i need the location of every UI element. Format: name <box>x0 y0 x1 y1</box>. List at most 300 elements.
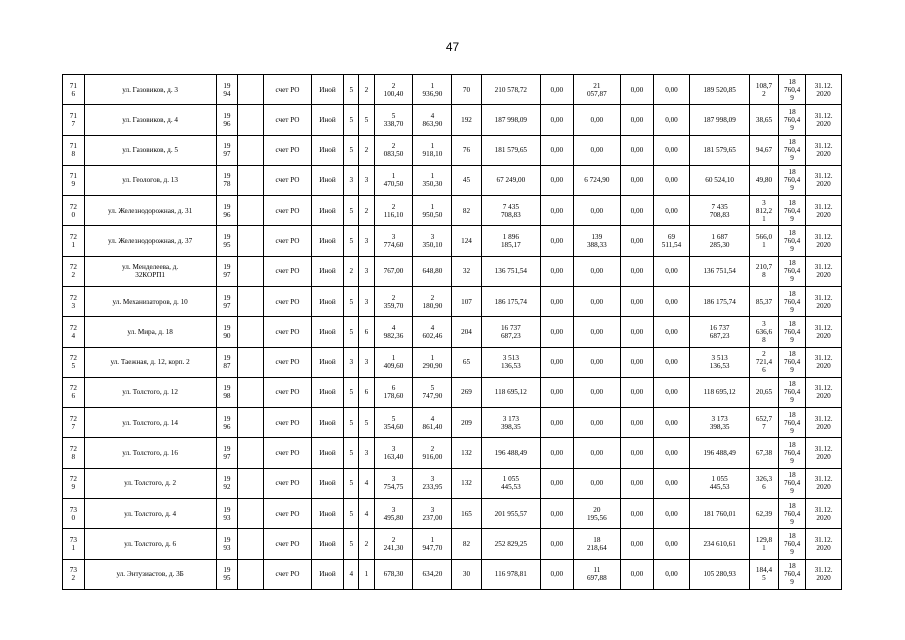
cell-row-number: 72 4 <box>63 317 85 347</box>
cell-entrances: 4 <box>359 498 374 528</box>
cell-account-type: счет РО <box>264 438 312 468</box>
cell-other-funds: 181 760,01 <box>690 498 750 528</box>
cell-living-area: 2 180,90 <box>413 286 452 316</box>
cell-other-funds: 16 737 687,23 <box>690 317 750 347</box>
cell-regional-funds: 139 388,33 <box>573 226 621 256</box>
cell-account-type: счет РО <box>264 256 312 286</box>
cell-year-built: 19 95 <box>216 559 238 590</box>
cell-completion-date: 31.12. 2020 <box>806 196 842 226</box>
cell-completion-date: 31.12. 2020 <box>806 559 842 590</box>
table-row <box>63 559 842 590</box>
cell-year-built: 19 96 <box>216 408 238 438</box>
cell-floors: 3 <box>344 165 359 195</box>
cell-federal-funds: 0,00 <box>541 377 573 407</box>
cell-address: ул. Механизаторов, д. 10 <box>84 286 216 316</box>
cell-year-built: 19 94 <box>216 75 238 105</box>
table-row <box>63 347 842 377</box>
cell-blank <box>238 256 264 286</box>
cell-entrances: 3 <box>359 347 374 377</box>
cell-address: ул. Железнодорожная, д. 31 <box>84 196 216 226</box>
cell-completion-date: 31.12. 2020 <box>806 165 842 195</box>
cell-completion-date: 31.12. 2020 <box>806 286 842 316</box>
cell-total-cost: 16 737 687,23 <box>481 317 541 347</box>
cell-entrances: 1 <box>359 559 374 590</box>
cell-owner-funds: 0,00 <box>653 256 690 286</box>
cell-blank <box>238 286 264 316</box>
cell-federal-funds: 0,00 <box>541 226 573 256</box>
cell-total-cost: 1 896 185,17 <box>481 226 541 256</box>
cell-entrances: 6 <box>359 377 374 407</box>
cell-federal-funds: 0,00 <box>541 75 573 105</box>
table-row <box>63 377 842 407</box>
cell-max-cost-per-sqm: 18 760,4 9 <box>779 286 806 316</box>
cell-max-cost-per-sqm: 18 760,4 9 <box>779 226 806 256</box>
cell-address: ул. Газовиков, д. 5 <box>84 135 216 165</box>
cell-cost-per-sqm: 652,7 7 <box>749 408 778 438</box>
cell-max-cost-per-sqm: 18 760,4 9 <box>779 408 806 438</box>
cell-residents: 65 <box>452 347 481 377</box>
cell-cost-per-sqm: 20,65 <box>749 377 778 407</box>
cell-entrances: 3 <box>359 438 374 468</box>
cell-row-number: 72 9 <box>63 468 85 498</box>
cell-total-area: 3 495,80 <box>374 498 413 528</box>
cell-total-area: 3 774,60 <box>374 226 413 256</box>
cell-row-number: 71 9 <box>63 165 85 195</box>
cell-blank <box>238 347 264 377</box>
cell-max-cost-per-sqm: 18 760,4 9 <box>779 498 806 528</box>
cell-max-cost-per-sqm: 18 760,4 9 <box>779 165 806 195</box>
cell-total-area: 3 163,40 <box>374 438 413 468</box>
cell-address: ул. Мира, д. 18 <box>84 317 216 347</box>
cell-living-area: 3 237,00 <box>413 498 452 528</box>
cell-owner-funds: 0,00 <box>653 559 690 590</box>
cell-max-cost-per-sqm: 18 760,4 9 <box>779 438 806 468</box>
cell-fund-type: Иной <box>311 559 343 590</box>
cell-floors: 3 <box>344 347 359 377</box>
cell-max-cost-per-sqm: 18 760,4 9 <box>779 317 806 347</box>
table-row <box>63 165 842 195</box>
cell-max-cost-per-sqm: 18 760,4 9 <box>779 135 806 165</box>
cell-other-funds: 118 695,12 <box>690 377 750 407</box>
table-row <box>63 135 842 165</box>
cell-regional-funds: 0,00 <box>573 438 621 468</box>
cell-owner-funds: 0,00 <box>653 105 690 135</box>
cell-account-type: счет РО <box>264 529 312 559</box>
cell-account-type: счет РО <box>264 105 312 135</box>
cell-fund-type: Иной <box>311 196 343 226</box>
cell-owner-funds: 0,00 <box>653 317 690 347</box>
cell-row-number: 72 3 <box>63 286 85 316</box>
cell-living-area: 1 936,90 <box>413 75 452 105</box>
cell-owner-funds: 0,00 <box>653 377 690 407</box>
housing-register-table <box>62 74 842 590</box>
cell-municipal-funds: 0,00 <box>621 317 653 347</box>
cell-max-cost-per-sqm: 18 760,4 9 <box>779 105 806 135</box>
cell-total-cost: 67 249,00 <box>481 165 541 195</box>
table-row <box>63 196 842 226</box>
cell-residents: 209 <box>452 408 481 438</box>
cell-federal-funds: 0,00 <box>541 468 573 498</box>
cell-regional-funds: 0,00 <box>573 196 621 226</box>
cell-floors: 5 <box>344 75 359 105</box>
cell-address: ул. Менделеева, д. 32КОРП1 <box>84 256 216 286</box>
cell-total-area: 5 354,60 <box>374 408 413 438</box>
cell-federal-funds: 0,00 <box>541 165 573 195</box>
cell-fund-type: Иной <box>311 105 343 135</box>
cell-total-cost: 1 055 445,53 <box>481 468 541 498</box>
cell-fund-type: Иной <box>311 347 343 377</box>
cell-blank <box>238 498 264 528</box>
cell-total-area: 2 083,50 <box>374 135 413 165</box>
cell-row-number: 72 5 <box>63 347 85 377</box>
cell-cost-per-sqm: 129,8 1 <box>749 529 778 559</box>
cell-entrances: 2 <box>359 529 374 559</box>
cell-total-area: 2 100,40 <box>374 75 413 105</box>
cell-address: ул. Газовиков, д. 4 <box>84 105 216 135</box>
cell-year-built: 19 95 <box>216 226 238 256</box>
cell-fund-type: Иной <box>311 377 343 407</box>
cell-regional-funds: 0,00 <box>573 105 621 135</box>
cell-owner-funds: 0,00 <box>653 75 690 105</box>
cell-owner-funds: 0,00 <box>653 286 690 316</box>
cell-year-built: 19 92 <box>216 468 238 498</box>
cell-municipal-funds: 0,00 <box>621 165 653 195</box>
table-row <box>63 498 842 528</box>
cell-completion-date: 31.12. 2020 <box>806 468 842 498</box>
table-row <box>63 286 842 316</box>
cell-total-area: 2 359,70 <box>374 286 413 316</box>
cell-other-funds: 186 175,74 <box>690 286 750 316</box>
cell-living-area: 4 863,90 <box>413 105 452 135</box>
cell-regional-funds: 0,00 <box>573 468 621 498</box>
cell-entrances: 3 <box>359 165 374 195</box>
cell-total-area: 4 982,36 <box>374 317 413 347</box>
cell-year-built: 19 96 <box>216 196 238 226</box>
cell-cost-per-sqm: 108,7 2 <box>749 75 778 105</box>
cell-address: ул. Толстого, д. 16 <box>84 438 216 468</box>
cell-federal-funds: 0,00 <box>541 317 573 347</box>
cell-total-cost: 7 435 708,83 <box>481 196 541 226</box>
cell-blank <box>238 226 264 256</box>
cell-account-type: счет РО <box>264 165 312 195</box>
cell-blank <box>238 438 264 468</box>
cell-living-area: 5 747,90 <box>413 377 452 407</box>
cell-total-cost: 210 578,72 <box>481 75 541 105</box>
cell-total-cost: 201 955,57 <box>481 498 541 528</box>
table-row <box>63 226 842 256</box>
cell-entrances: 5 <box>359 105 374 135</box>
cell-fund-type: Иной <box>311 75 343 105</box>
cell-municipal-funds: 0,00 <box>621 498 653 528</box>
cell-floors: 5 <box>344 226 359 256</box>
cell-row-number: 72 1 <box>63 226 85 256</box>
cell-other-funds: 187 998,09 <box>690 105 750 135</box>
cell-living-area: 3 350,10 <box>413 226 452 256</box>
cell-federal-funds: 0,00 <box>541 438 573 468</box>
cell-row-number: 72 7 <box>63 408 85 438</box>
cell-residents: 107 <box>452 286 481 316</box>
cell-year-built: 19 90 <box>216 317 238 347</box>
cell-blank <box>238 317 264 347</box>
cell-address: ул. Толстого, д. 14 <box>84 408 216 438</box>
page-number: 47 <box>445 40 460 54</box>
cell-cost-per-sqm: 566,0 1 <box>749 226 778 256</box>
cell-account-type: счет РО <box>264 408 312 438</box>
cell-other-funds: 3 513 136,53 <box>690 347 750 377</box>
cell-other-funds: 136 751,54 <box>690 256 750 286</box>
cell-living-area: 634,20 <box>413 559 452 590</box>
cell-floors: 5 <box>344 196 359 226</box>
cell-regional-funds: 0,00 <box>573 256 621 286</box>
cell-total-cost: 136 751,54 <box>481 256 541 286</box>
cell-residents: 82 <box>452 529 481 559</box>
cell-municipal-funds: 0,00 <box>621 377 653 407</box>
cell-completion-date: 31.12. 2020 <box>806 256 842 286</box>
cell-max-cost-per-sqm: 18 760,4 9 <box>779 468 806 498</box>
cell-regional-funds: 11 697,88 <box>573 559 621 590</box>
cell-regional-funds: 0,00 <box>573 135 621 165</box>
cell-year-built: 19 93 <box>216 498 238 528</box>
cell-total-cost: 3 513 136,53 <box>481 347 541 377</box>
cell-entrances: 2 <box>359 135 374 165</box>
table-row <box>63 317 842 347</box>
cell-total-area: 6 178,60 <box>374 377 413 407</box>
cell-completion-date: 31.12. 2020 <box>806 498 842 528</box>
cell-total-area: 678,30 <box>374 559 413 590</box>
cell-residents: 45 <box>452 165 481 195</box>
cell-federal-funds: 0,00 <box>541 286 573 316</box>
cell-entrances: 4 <box>359 468 374 498</box>
cell-fund-type: Иной <box>311 529 343 559</box>
cell-address: ул. Толстого, д. 4 <box>84 498 216 528</box>
cell-total-cost: 252 829,25 <box>481 529 541 559</box>
cell-living-area: 4 602,46 <box>413 317 452 347</box>
cell-floors: 5 <box>344 135 359 165</box>
cell-address: ул. Толстого, д. 12 <box>84 377 216 407</box>
cell-total-cost: 186 175,74 <box>481 286 541 316</box>
cell-municipal-funds: 0,00 <box>621 347 653 377</box>
cell-address: ул. Толстого, д. 6 <box>84 529 216 559</box>
cell-floors: 5 <box>344 105 359 135</box>
cell-total-cost: 187 998,09 <box>481 105 541 135</box>
cell-row-number: 71 7 <box>63 105 85 135</box>
cell-entrances: 3 <box>359 226 374 256</box>
cell-cost-per-sqm: 3 812,2 1 <box>749 196 778 226</box>
cell-living-area: 3 233,95 <box>413 468 452 498</box>
cell-living-area: 1 947,70 <box>413 529 452 559</box>
cell-year-built: 19 97 <box>216 438 238 468</box>
cell-federal-funds: 0,00 <box>541 256 573 286</box>
cell-completion-date: 31.12. 2020 <box>806 377 842 407</box>
cell-fund-type: Иной <box>311 135 343 165</box>
cell-row-number: 71 8 <box>63 135 85 165</box>
cell-max-cost-per-sqm: 18 760,4 9 <box>779 196 806 226</box>
cell-floors: 5 <box>344 286 359 316</box>
cell-residents: 70 <box>452 75 481 105</box>
cell-other-funds: 196 488,49 <box>690 438 750 468</box>
cell-regional-funds: 18 218,64 <box>573 529 621 559</box>
cell-federal-funds: 0,00 <box>541 196 573 226</box>
cell-address: ул. Таежная, д. 12, корп. 2 <box>84 347 216 377</box>
cell-address: ул. Геологов, д. 13 <box>84 165 216 195</box>
cell-blank <box>238 75 264 105</box>
cell-entrances: 3 <box>359 256 374 286</box>
cell-owner-funds: 0,00 <box>653 135 690 165</box>
cell-other-funds: 189 520,85 <box>690 75 750 105</box>
cell-row-number: 73 0 <box>63 498 85 528</box>
cell-total-area: 2 241,30 <box>374 529 413 559</box>
cell-federal-funds: 0,00 <box>541 135 573 165</box>
cell-other-funds: 1 687 285,30 <box>690 226 750 256</box>
cell-max-cost-per-sqm: 18 760,4 9 <box>779 347 806 377</box>
table-row <box>63 468 842 498</box>
cell-fund-type: Иной <box>311 317 343 347</box>
cell-owner-funds: 0,00 <box>653 408 690 438</box>
cell-living-area: 2 916,00 <box>413 438 452 468</box>
cell-account-type: счет РО <box>264 286 312 316</box>
cell-owner-funds: 0,00 <box>653 529 690 559</box>
cell-living-area: 4 861,40 <box>413 408 452 438</box>
cell-completion-date: 31.12. 2020 <box>806 438 842 468</box>
cell-cost-per-sqm: 326,3 6 <box>749 468 778 498</box>
cell-row-number: 72 2 <box>63 256 85 286</box>
cell-row-number: 72 6 <box>63 377 85 407</box>
cell-owner-funds: 69 511,54 <box>653 226 690 256</box>
cell-fund-type: Иной <box>311 226 343 256</box>
cell-year-built: 19 97 <box>216 135 238 165</box>
cell-municipal-funds: 0,00 <box>621 256 653 286</box>
cell-residents: 204 <box>452 317 481 347</box>
cell-regional-funds: 20 195,56 <box>573 498 621 528</box>
cell-entrances: 5 <box>359 408 374 438</box>
cell-floors: 5 <box>344 468 359 498</box>
cell-blank <box>238 408 264 438</box>
cell-other-funds: 3 173 398,35 <box>690 408 750 438</box>
cell-owner-funds: 0,00 <box>653 498 690 528</box>
cell-municipal-funds: 0,00 <box>621 75 653 105</box>
cell-cost-per-sqm: 49,80 <box>749 165 778 195</box>
cell-floors: 2 <box>344 256 359 286</box>
cell-year-built: 19 87 <box>216 347 238 377</box>
cell-federal-funds: 0,00 <box>541 498 573 528</box>
cell-year-built: 19 97 <box>216 256 238 286</box>
cell-year-built: 19 78 <box>216 165 238 195</box>
cell-municipal-funds: 0,00 <box>621 105 653 135</box>
cell-row-number: 72 0 <box>63 196 85 226</box>
cell-municipal-funds: 0,00 <box>621 196 653 226</box>
cell-blank <box>238 377 264 407</box>
cell-total-area: 767,00 <box>374 256 413 286</box>
cell-residents: 269 <box>452 377 481 407</box>
cell-municipal-funds: 0,00 <box>621 286 653 316</box>
cell-account-type: счет РО <box>264 226 312 256</box>
cell-account-type: счет РО <box>264 196 312 226</box>
cell-municipal-funds: 0,00 <box>621 529 653 559</box>
cell-blank <box>238 135 264 165</box>
cell-year-built: 19 97 <box>216 286 238 316</box>
cell-max-cost-per-sqm: 18 760,4 9 <box>779 529 806 559</box>
cell-fund-type: Иной <box>311 408 343 438</box>
cell-max-cost-per-sqm: 18 760,4 9 <box>779 377 806 407</box>
cell-cost-per-sqm: 85,37 <box>749 286 778 316</box>
cell-blank <box>238 468 264 498</box>
cell-blank <box>238 105 264 135</box>
cell-address: ул. Железнодорожная, д. 37 <box>84 226 216 256</box>
cell-max-cost-per-sqm: 18 760,4 9 <box>779 75 806 105</box>
table-row <box>63 438 842 468</box>
cell-regional-funds: 0,00 <box>573 286 621 316</box>
cell-account-type: счет РО <box>264 468 312 498</box>
cell-total-area: 1 409,60 <box>374 347 413 377</box>
cell-cost-per-sqm: 67,38 <box>749 438 778 468</box>
cell-other-funds: 1 055 445,53 <box>690 468 750 498</box>
cell-account-type: счет РО <box>264 135 312 165</box>
cell-completion-date: 31.12. 2020 <box>806 135 842 165</box>
cell-regional-funds: 0,00 <box>573 377 621 407</box>
cell-max-cost-per-sqm: 18 760,4 9 <box>779 256 806 286</box>
cell-blank <box>238 529 264 559</box>
cell-total-cost: 116 978,81 <box>481 559 541 590</box>
table-row <box>63 105 842 135</box>
cell-total-cost: 196 488,49 <box>481 438 541 468</box>
cell-cost-per-sqm: 3 636,6 8 <box>749 317 778 347</box>
cell-address: ул. Энтузиастов, д. 3Б <box>84 559 216 590</box>
cell-total-area: 1 470,50 <box>374 165 413 195</box>
cell-regional-funds: 0,00 <box>573 408 621 438</box>
cell-other-funds: 234 610,61 <box>690 529 750 559</box>
cell-completion-date: 31.12. 2020 <box>806 75 842 105</box>
cell-residents: 82 <box>452 196 481 226</box>
cell-fund-type: Иной <box>311 438 343 468</box>
cell-floors: 5 <box>344 498 359 528</box>
cell-row-number: 71 6 <box>63 75 85 105</box>
cell-floors: 5 <box>344 438 359 468</box>
cell-federal-funds: 0,00 <box>541 529 573 559</box>
cell-other-funds: 60 524,10 <box>690 165 750 195</box>
cell-regional-funds: 21 057,87 <box>573 75 621 105</box>
cell-municipal-funds: 0,00 <box>621 226 653 256</box>
cell-year-built: 19 93 <box>216 529 238 559</box>
cell-federal-funds: 0,00 <box>541 559 573 590</box>
cell-entrances: 2 <box>359 196 374 226</box>
cell-residents: 192 <box>452 105 481 135</box>
cell-owner-funds: 0,00 <box>653 438 690 468</box>
cell-completion-date: 31.12. 2020 <box>806 529 842 559</box>
cell-living-area: 1 290,90 <box>413 347 452 377</box>
cell-owner-funds: 0,00 <box>653 468 690 498</box>
cell-municipal-funds: 0,00 <box>621 559 653 590</box>
cell-regional-funds: 0,00 <box>573 347 621 377</box>
cell-fund-type: Иной <box>311 468 343 498</box>
cell-floors: 5 <box>344 317 359 347</box>
cell-living-area: 648,80 <box>413 256 452 286</box>
cell-cost-per-sqm: 184,4 5 <box>749 559 778 590</box>
cell-other-funds: 7 435 708,83 <box>690 196 750 226</box>
cell-completion-date: 31.12. 2020 <box>806 226 842 256</box>
cell-year-built: 19 96 <box>216 105 238 135</box>
cell-completion-date: 31.12. 2020 <box>806 347 842 377</box>
cell-municipal-funds: 0,00 <box>621 468 653 498</box>
cell-total-area: 2 116,10 <box>374 196 413 226</box>
table-row <box>63 75 842 105</box>
cell-account-type: счет РО <box>264 377 312 407</box>
cell-other-funds: 105 280,93 <box>690 559 750 590</box>
cell-fund-type: Иной <box>311 286 343 316</box>
cell-completion-date: 31.12. 2020 <box>806 317 842 347</box>
cell-residents: 32 <box>452 256 481 286</box>
cell-account-type: счет РО <box>264 347 312 377</box>
cell-total-cost: 118 695,12 <box>481 377 541 407</box>
